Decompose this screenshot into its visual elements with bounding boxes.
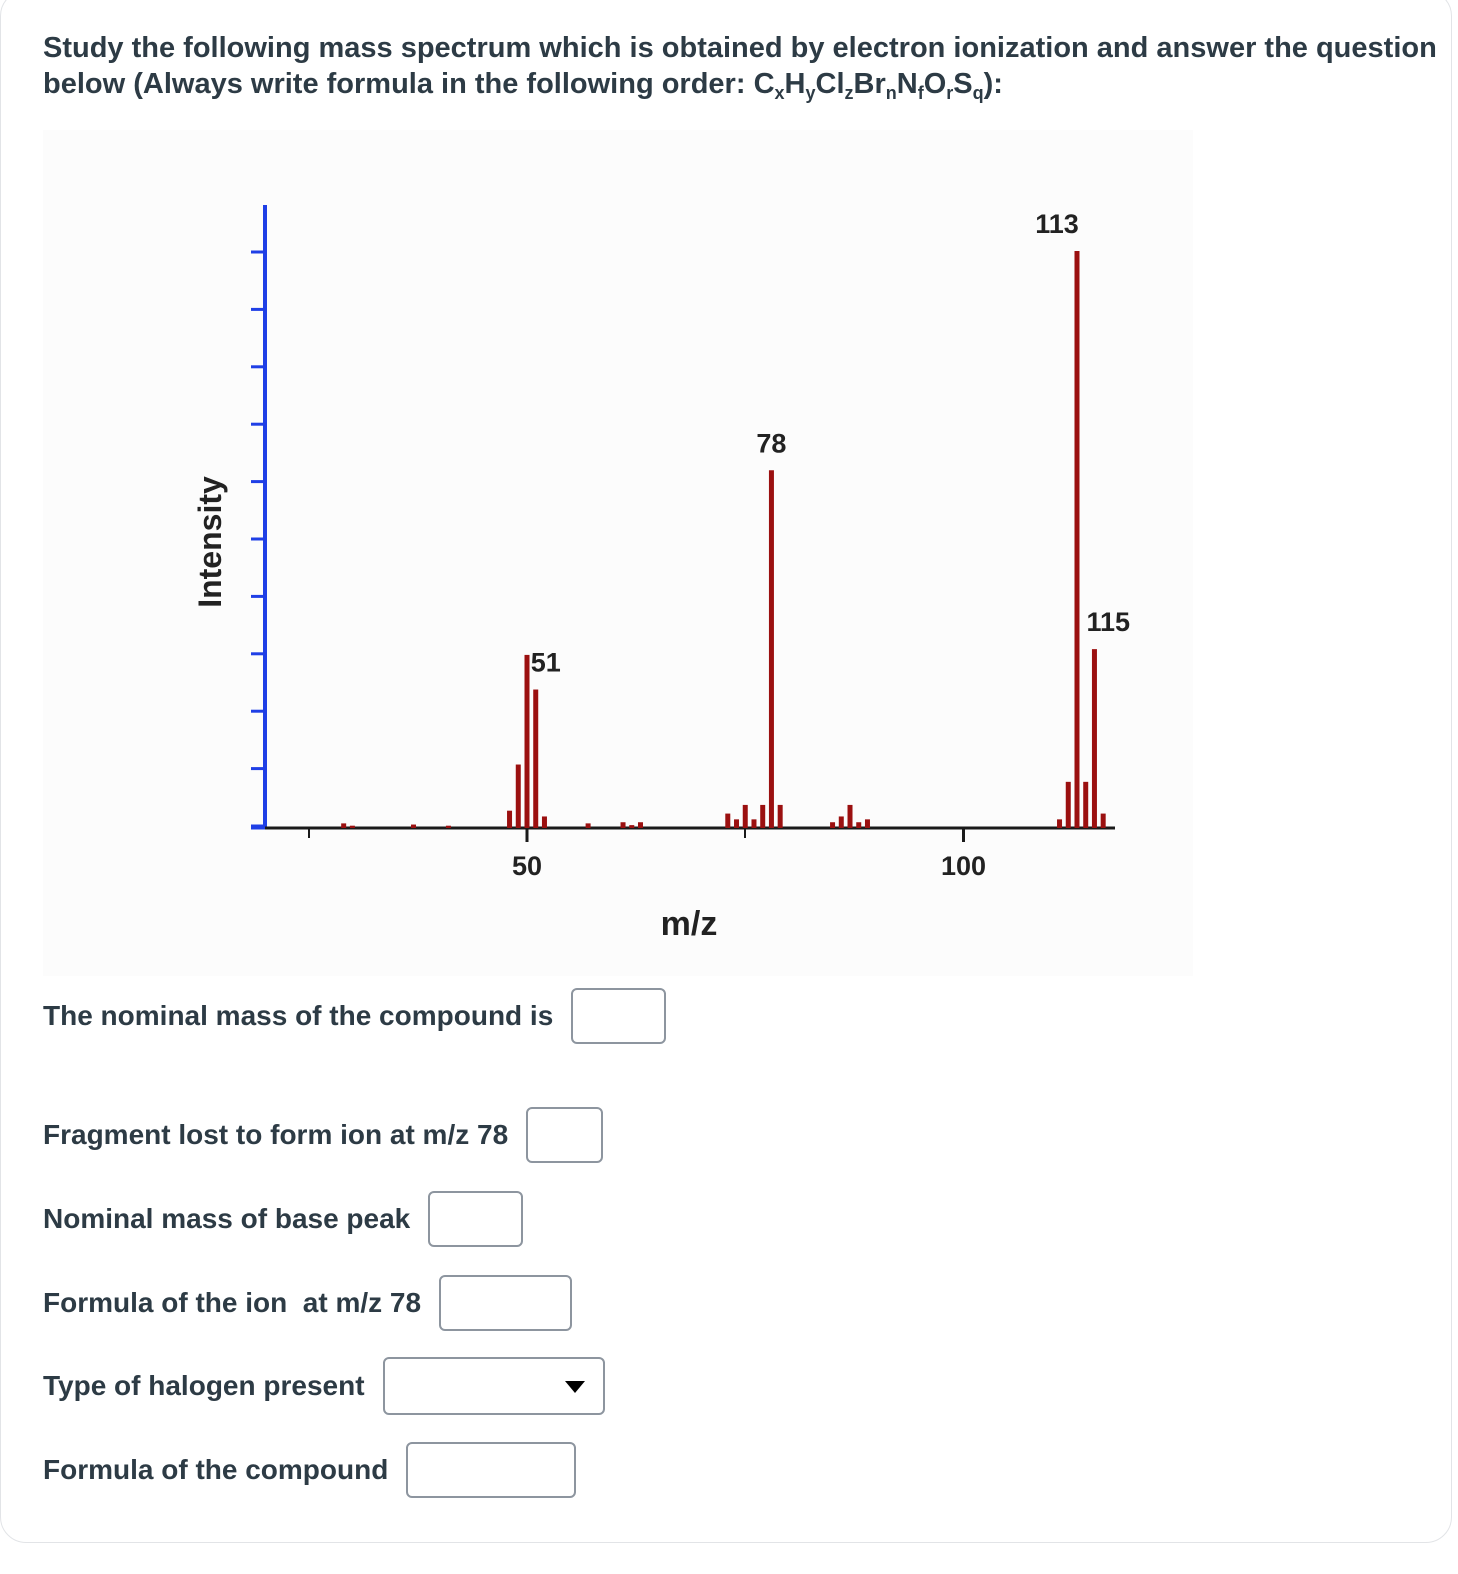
question-line-1: Study the following mass spectrum which is obtained by electron ionization and answer the question (43, 32, 1437, 64)
compound-formula-input[interactable] (406, 1442, 576, 1498)
peak-bar-mz-29 (341, 823, 346, 828)
question-line-2-suffix: ): (983, 68, 1003, 100)
formula-element: Br (853, 68, 886, 100)
y-axis-title: Intensity (192, 476, 228, 608)
formula-subscript: z (844, 83, 854, 103)
peak-bar-mz-77 (760, 805, 765, 828)
peak-label-113: 113 (1035, 209, 1079, 239)
halogen-type-select[interactable] (383, 1357, 605, 1415)
peak-bar-mz-78 (769, 470, 774, 828)
peak-bar-mz-111 (1057, 819, 1062, 828)
fragment-lost-label: Fragment lost to form ion at m/z 78 (43, 1119, 509, 1150)
fragment-lost-input[interactable] (526, 1107, 603, 1163)
formula-order (753, 68, 984, 103)
base-peak-input[interactable] (428, 1191, 523, 1247)
question-nominal-mass (43, 987, 666, 1045)
formula-element: Cl (815, 68, 845, 100)
question-compound-formula (43, 1441, 576, 1499)
mass-spectrum-chart (43, 130, 1193, 976)
peak-bar-mz-61 (621, 822, 626, 828)
peak-bar-mz-85 (830, 822, 835, 828)
x-tick-label: 50 (511, 851, 543, 881)
compound-formula-label: Formula of the compound (43, 1454, 389, 1485)
peak-bar-mz-114 (1083, 782, 1088, 828)
chevron-down-icon (565, 1381, 585, 1393)
peak-bar-mz-52 (542, 816, 547, 828)
peak-bar-mz-86 (839, 816, 844, 828)
peak-bar-mz-89 (865, 819, 870, 828)
formula-element: H (784, 68, 806, 100)
peak-bar-mz-112 (1066, 782, 1071, 828)
mass-spectrum-svg (43, 130, 1193, 976)
question-ion-formula (43, 1274, 572, 1332)
peak-bar-mz-63 (638, 822, 643, 828)
peak-label-51: 51 (530, 647, 561, 678)
peak-bar-mz-113 (1074, 251, 1079, 828)
formula-subscript: n (885, 83, 897, 103)
peak-bar-mz-116 (1101, 814, 1106, 828)
question-line-2-prefix: below (Always write formula in the following order: (43, 68, 754, 100)
peak-bar-mz-73 (725, 814, 730, 828)
peak-bar-mz-30 (350, 826, 355, 828)
peak-bar-mz-48 (507, 811, 512, 828)
peak-bar-mz-57 (586, 823, 591, 828)
peak-bar-mz-74 (734, 819, 739, 828)
peak-bar-mz-87 (848, 805, 853, 828)
formula-element: S (953, 68, 973, 100)
peak-label-78: 78 (756, 428, 787, 459)
peak-bar-mz-50 (525, 655, 530, 828)
formula-subscript: f (917, 83, 924, 103)
formula-element: O (923, 68, 947, 100)
base-peak-label: Nominal mass of base peak (43, 1203, 411, 1234)
question-halogen-type (43, 1357, 605, 1415)
peak-bar-mz-62 (629, 825, 634, 828)
peak-bar-mz-51 (533, 690, 538, 828)
formula-subscript: q (972, 83, 984, 103)
peak-bar-mz-79 (778, 805, 783, 828)
nominal-mass-label: The nominal mass of the compound is (43, 1000, 554, 1031)
peak-bar-mz-49 (516, 765, 521, 828)
peak-bar-mz-88 (856, 822, 861, 828)
question-fragment-lost (43, 1106, 603, 1164)
x-tick-label: 100 (940, 851, 987, 881)
formula-subscript: x (774, 83, 785, 103)
question-base-peak (43, 1190, 523, 1248)
peak-bar-mz-41 (446, 826, 451, 828)
peak-label-115: 115 (1086, 607, 1131, 638)
question-text (43, 30, 1438, 102)
x-axis-title: m/z (660, 905, 718, 943)
nominal-mass-input[interactable] (571, 988, 666, 1044)
peak-bar-mz-115 (1092, 649, 1097, 828)
peak-bar-mz-76 (751, 819, 756, 828)
ion-formula-input[interactable] (439, 1275, 572, 1331)
formula-subscript: y (805, 83, 816, 103)
halogen-type-label: Type of halogen present (43, 1370, 365, 1401)
formula-subscript: r (946, 83, 954, 103)
peak-bar-mz-37 (411, 825, 416, 828)
formula-element: C (753, 68, 775, 100)
formula-element: N (896, 68, 918, 100)
ion-formula-label: Formula of the ion at m/z 78 (43, 1287, 422, 1318)
question-line-2 (43, 66, 1438, 102)
peak-bar-mz-75 (743, 805, 748, 828)
